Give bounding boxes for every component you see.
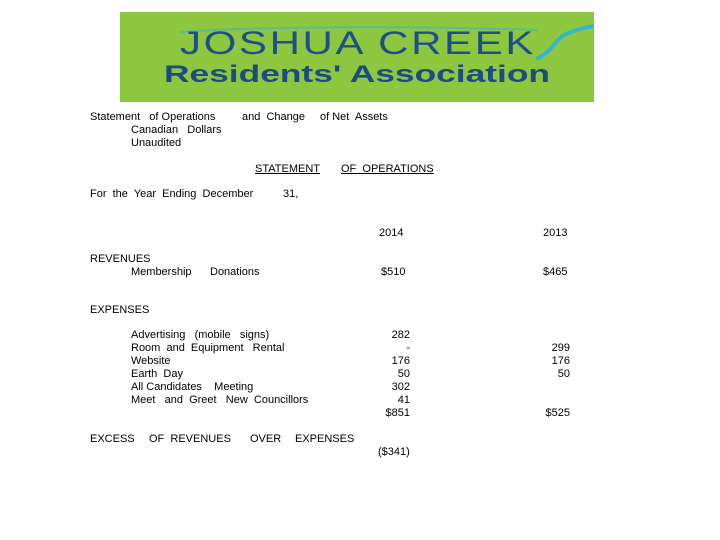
expense-2014-earth-day: 50 — [397, 368, 410, 380]
revenues-2014: $510 — [381, 266, 406, 278]
expense-2013-row2: 176 — [551, 355, 570, 367]
expense-item-website: Website — [131, 355, 171, 367]
expense-2014-room-rental: - — [406, 342, 410, 354]
currency-note: Canadian Dollars — [131, 124, 222, 136]
expenses-total-2013: $525 — [545, 407, 570, 419]
logo-line1: JOSHUA CREEK — [180, 25, 536, 61]
statement-heading-right: OF OPERATIONS — [341, 163, 434, 175]
column-header-2013: 2013 — [543, 227, 568, 239]
excess-label-part4: EXPENSES — [295, 433, 355, 445]
column-header-2014: 2014 — [379, 227, 404, 239]
expense-item-room-rental: Room and Equipment Rental — [131, 342, 285, 354]
expense-item-advertising: Advertising (mobile signs) — [131, 329, 270, 341]
excess-label-part2: OF REVENUES — [149, 433, 231, 445]
expense-item-all-candidates: All Candidates Meeting — [131, 381, 254, 393]
doc-title-part2: and Change — [242, 111, 305, 123]
expenses-label: EXPENSES — [90, 304, 150, 316]
revenues-2013: $465 — [543, 266, 568, 278]
unaudited-note: Unaudited — [131, 137, 182, 149]
association-logo — [120, 12, 594, 102]
expenses-total-2014: $851 — [385, 407, 410, 419]
expense-2014-website: 176 — [391, 355, 410, 367]
expense-2013-row1: 299 — [551, 342, 570, 354]
revenue-item-membership: Membership — [131, 266, 192, 278]
expense-2014-advertising: 282 — [391, 329, 410, 341]
revenues-label: REVENUES — [90, 253, 151, 265]
excess-label-part1: EXCESS — [90, 433, 135, 445]
expense-2013-row3: 50 — [557, 368, 570, 380]
period-year-suffix: 31, — [283, 188, 299, 200]
expense-2014-meet-greet: 41 — [397, 394, 410, 406]
expense-2014-all-candidates: 302 — [391, 381, 410, 393]
revenue-item-donations: Donations — [210, 266, 260, 278]
period-label: For the Year Ending December — [90, 188, 254, 200]
logo-line2: Residents' Association — [164, 61, 550, 88]
excess-label-part3: OVER — [250, 433, 282, 445]
expense-item-meet-greet: Meet and Greet New Councillors — [131, 394, 309, 406]
creek-river-line — [538, 26, 594, 58]
doc-title-part3: of Net Assets — [320, 111, 388, 123]
statement-heading-left: STATEMENT — [255, 163, 320, 175]
excess-2014: ($341) — [378, 446, 410, 458]
doc-title-part1: Statement of Operations — [90, 111, 216, 123]
expense-item-earth-day: Earth Day — [131, 368, 183, 380]
